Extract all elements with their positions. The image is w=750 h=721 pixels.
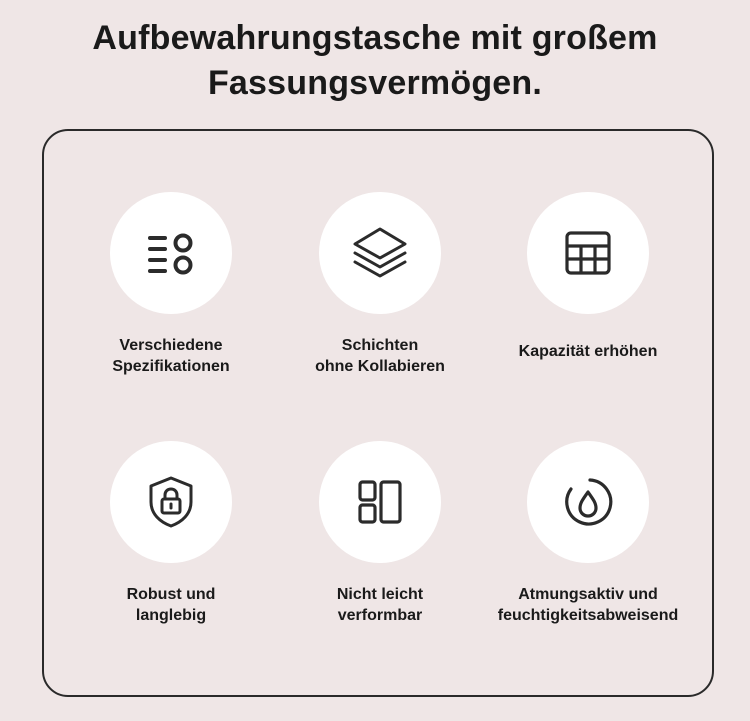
feature-label-line-1: Nicht leicht bbox=[336, 586, 424, 603]
title-line-1: Aufbewahrungstasche mit großem bbox=[92, 19, 658, 57]
feature-label-line-1: Atmungsaktiv und bbox=[518, 586, 658, 603]
icon-circle bbox=[110, 441, 232, 563]
feature-label bbox=[275, 584, 485, 626]
feature-label-line-1: Schichten bbox=[341, 337, 419, 354]
icon-circle bbox=[527, 441, 649, 563]
feature-label-line-2: verformbar bbox=[337, 607, 423, 624]
feature-label-line-2: langlebig bbox=[135, 607, 207, 624]
feature-item-breathable bbox=[483, 441, 693, 626]
feature-label bbox=[275, 335, 485, 377]
feature-item-robust bbox=[66, 441, 276, 626]
title-line-2: Fassungsvermögen. bbox=[207, 64, 543, 102]
shield-lock-icon bbox=[145, 474, 197, 530]
icon-circle bbox=[319, 192, 441, 314]
panels-icon bbox=[355, 477, 405, 527]
feature-label bbox=[483, 341, 693, 362]
water-drop-icon bbox=[560, 474, 616, 530]
feature-item-specifications bbox=[66, 192, 276, 377]
feature-label-line-2: Spezifikationen bbox=[112, 358, 230, 375]
feature-item-shape-stable bbox=[275, 441, 485, 626]
layers-icon bbox=[350, 223, 410, 283]
icon-circle bbox=[110, 192, 232, 314]
feature-label bbox=[66, 584, 276, 626]
feature-item-capacity bbox=[483, 192, 693, 362]
icon-circle bbox=[527, 192, 649, 314]
feature-label-line-2: ohne Kollabieren bbox=[315, 358, 445, 375]
feature-label-line-2: feuchtigkeitsabweisend bbox=[497, 607, 679, 624]
icon-circle bbox=[319, 441, 441, 563]
list-options-icon bbox=[145, 227, 197, 279]
feature-label-line-1: Robust und bbox=[126, 586, 216, 603]
grid-icon bbox=[563, 228, 613, 278]
page-title bbox=[0, 16, 750, 106]
feature-item-layers bbox=[275, 192, 485, 377]
feature-label-line-1: Verschiedene bbox=[119, 337, 223, 354]
feature-label bbox=[66, 335, 276, 377]
feature-label-line-1: Kapazität erhöhen bbox=[518, 343, 658, 360]
feature-label bbox=[483, 584, 693, 626]
